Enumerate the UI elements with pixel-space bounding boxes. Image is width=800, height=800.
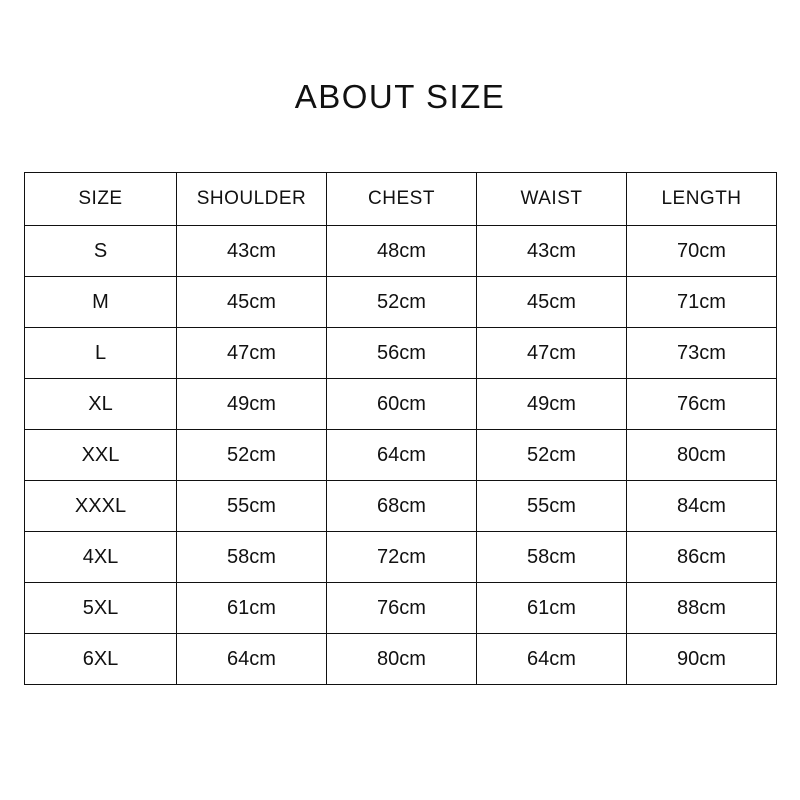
cell-length: 86cm [627, 532, 777, 583]
cell-chest: 72cm [327, 532, 477, 583]
table-body [25, 226, 777, 685]
table-row [25, 481, 777, 532]
cell-shoulder: 58cm [177, 532, 327, 583]
column-header-shoulder: SHOULDER [177, 173, 327, 226]
cell-size: XL [25, 379, 177, 430]
cell-length: 70cm [627, 226, 777, 277]
size-table-container [24, 172, 776, 685]
cell-size: 4XL [25, 532, 177, 583]
table-row [25, 328, 777, 379]
cell-length: 71cm [627, 277, 777, 328]
cell-size: 6XL [25, 634, 177, 685]
cell-chest: 60cm [327, 379, 477, 430]
cell-length: 76cm [627, 379, 777, 430]
cell-chest: 56cm [327, 328, 477, 379]
cell-shoulder: 55cm [177, 481, 327, 532]
cell-waist: 47cm [477, 328, 627, 379]
cell-chest: 64cm [327, 430, 477, 481]
cell-waist: 45cm [477, 277, 627, 328]
table-row [25, 634, 777, 685]
cell-length: 73cm [627, 328, 777, 379]
cell-length: 88cm [627, 583, 777, 634]
cell-shoulder: 64cm [177, 634, 327, 685]
cell-waist: 52cm [477, 430, 627, 481]
cell-length: 90cm [627, 634, 777, 685]
cell-shoulder: 49cm [177, 379, 327, 430]
cell-shoulder: 52cm [177, 430, 327, 481]
cell-size: 5XL [25, 583, 177, 634]
cell-chest: 68cm [327, 481, 477, 532]
size-table [24, 172, 777, 685]
cell-shoulder: 47cm [177, 328, 327, 379]
cell-size: S [25, 226, 177, 277]
cell-waist: 49cm [477, 379, 627, 430]
cell-size: M [25, 277, 177, 328]
cell-chest: 52cm [327, 277, 477, 328]
cell-waist: 58cm [477, 532, 627, 583]
table-row [25, 379, 777, 430]
table-row [25, 532, 777, 583]
cell-length: 80cm [627, 430, 777, 481]
column-header-length: LENGTH [627, 173, 777, 226]
table-row [25, 430, 777, 481]
cell-length: 84cm [627, 481, 777, 532]
cell-chest: 76cm [327, 583, 477, 634]
cell-shoulder: 45cm [177, 277, 327, 328]
cell-waist: 64cm [477, 634, 627, 685]
cell-shoulder: 43cm [177, 226, 327, 277]
column-header-size: SIZE [25, 173, 177, 226]
cell-waist: 43cm [477, 226, 627, 277]
table-header-row [25, 173, 777, 226]
table-row [25, 277, 777, 328]
page-title: ABOUT SIZE [294, 78, 506, 115]
cell-chest: 48cm [327, 226, 477, 277]
cell-shoulder: 61cm [177, 583, 327, 634]
cell-waist: 61cm [477, 583, 627, 634]
cell-size: XXL [25, 430, 177, 481]
cell-size: L [25, 328, 177, 379]
column-header-chest: CHEST [327, 173, 477, 226]
table-row [25, 583, 777, 634]
table-header [25, 173, 777, 226]
cell-waist: 55cm [477, 481, 627, 532]
column-header-waist: WAIST [477, 173, 627, 226]
table-row [25, 226, 777, 277]
cell-chest: 80cm [327, 634, 477, 685]
cell-size: XXXL [25, 481, 177, 532]
